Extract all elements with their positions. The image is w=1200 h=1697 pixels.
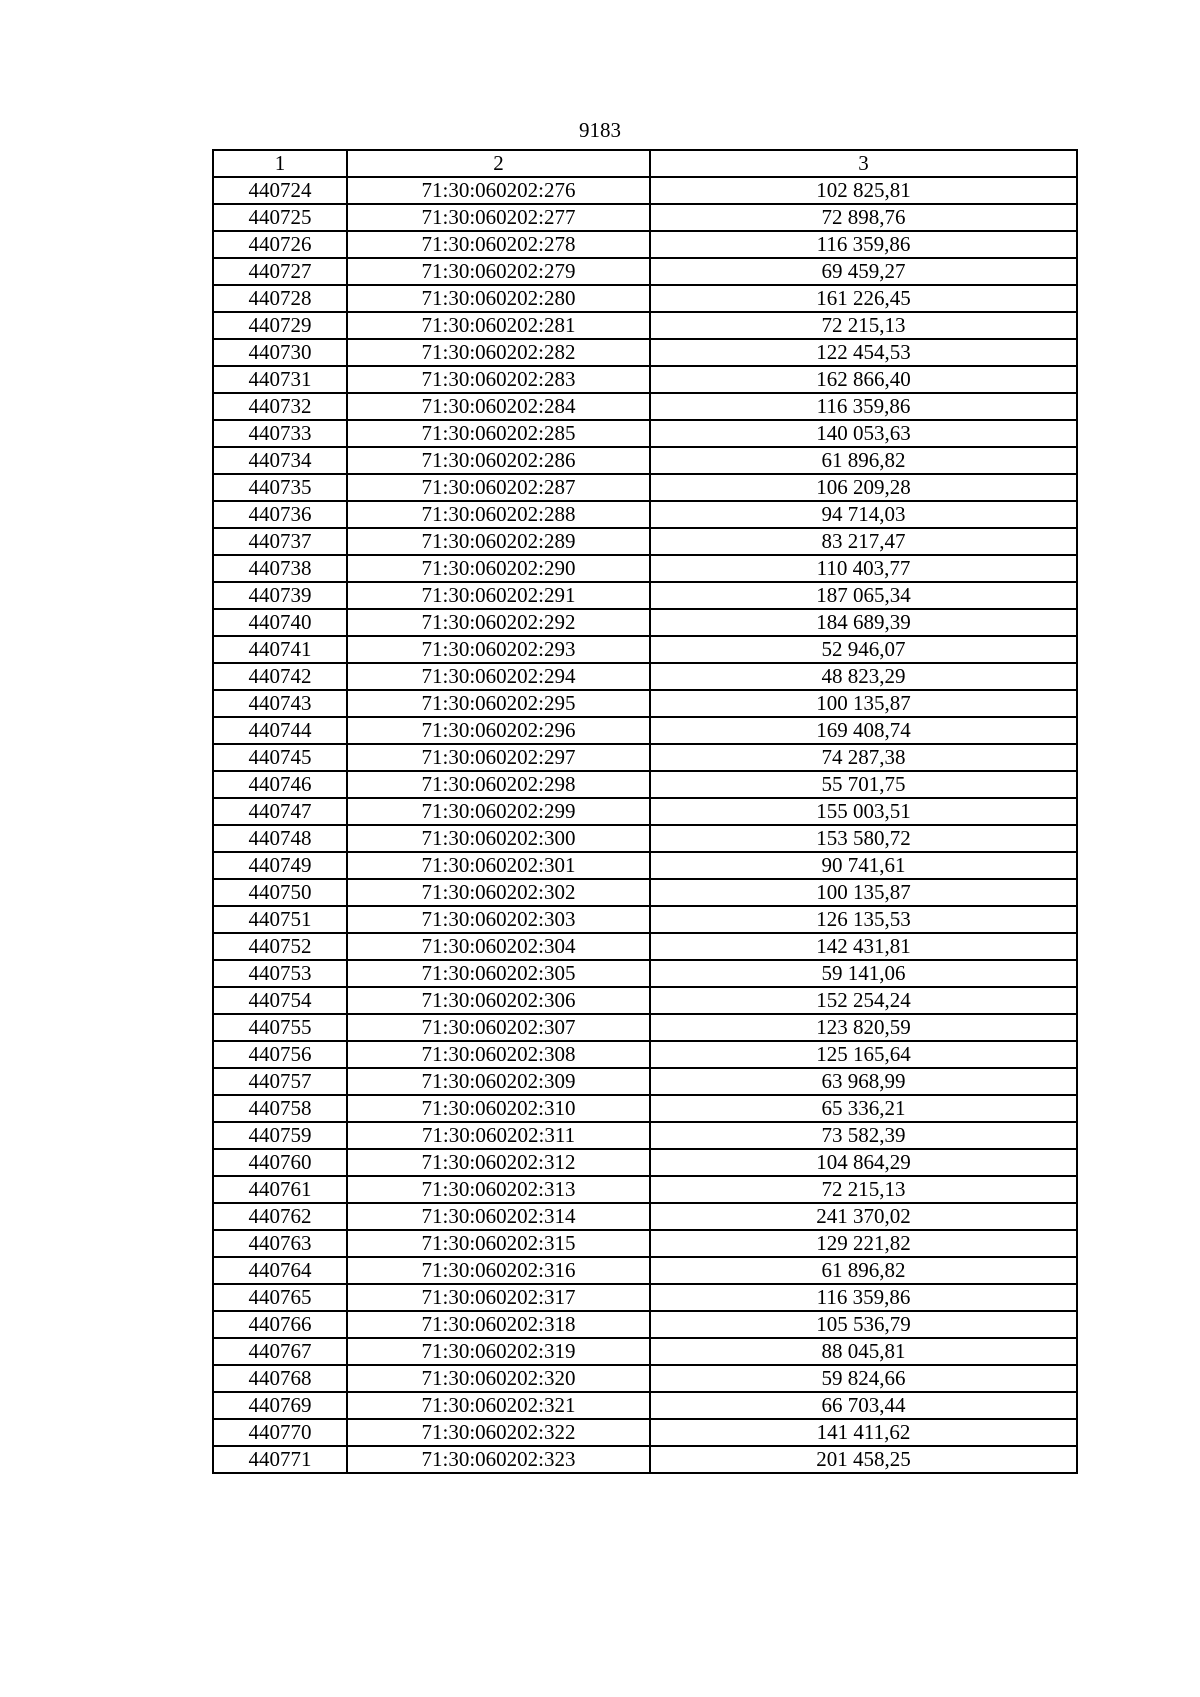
cadastral-number-cell: 71:30:060202:301: [347, 852, 650, 879]
row-number-cell: 440743: [213, 690, 347, 717]
cadastral-number-cell: 71:30:060202:317: [347, 1284, 650, 1311]
cadastral-number-cell: 71:30:060202:315: [347, 1230, 650, 1257]
page-number: 9183: [579, 118, 621, 142]
value-cell: 100 135,87: [650, 690, 1077, 717]
row-number-cell: 440730: [213, 339, 347, 366]
cadastral-number-cell: 71:30:060202:291: [347, 582, 650, 609]
value-cell: 55 701,75: [650, 771, 1077, 798]
table-row: [213, 1257, 1077, 1284]
value-cell: 169 408,74: [650, 717, 1077, 744]
cadastral-number-cell: 71:30:060202:299: [347, 798, 650, 825]
cadastral-number-cell: 71:30:060202:279: [347, 258, 650, 285]
table-row: [213, 474, 1077, 501]
row-number-cell: 440762: [213, 1203, 347, 1230]
value-cell: 126 135,53: [650, 906, 1077, 933]
row-number-cell: 440748: [213, 825, 347, 852]
table-row: [213, 555, 1077, 582]
table-row: [213, 1203, 1077, 1230]
cadastral-number-cell: 71:30:060202:306: [347, 987, 650, 1014]
table-row: [213, 1230, 1077, 1257]
row-number-cell: 440726: [213, 231, 347, 258]
value-cell: 116 359,86: [650, 393, 1077, 420]
row-number-cell: 440737: [213, 528, 347, 555]
row-number-cell: 440754: [213, 987, 347, 1014]
row-number-cell: 440732: [213, 393, 347, 420]
row-number-cell: 440738: [213, 555, 347, 582]
table-row: [213, 366, 1077, 393]
cadastral-number-cell: 71:30:060202:311: [347, 1122, 650, 1149]
cadastral-number-cell: 71:30:060202:308: [347, 1041, 650, 1068]
value-cell: 155 003,51: [650, 798, 1077, 825]
cadastral-number-cell: 71:30:060202:303: [347, 906, 650, 933]
cadastral-number-cell: 71:30:060202:313: [347, 1176, 650, 1203]
table-row: [213, 1176, 1077, 1203]
row-number-cell: 440764: [213, 1257, 347, 1284]
cadastral-number-cell: 71:30:060202:316: [347, 1257, 650, 1284]
value-cell: 61 896,82: [650, 447, 1077, 474]
value-cell: 94 714,03: [650, 501, 1077, 528]
table-row: [213, 1392, 1077, 1419]
table-row: [213, 1284, 1077, 1311]
table-row: [213, 1338, 1077, 1365]
table-row: [213, 393, 1077, 420]
cadastral-number-cell: 71:30:060202:281: [347, 312, 650, 339]
row-number-cell: 440761: [213, 1176, 347, 1203]
table-row: [213, 744, 1077, 771]
table-row: [213, 1068, 1077, 1095]
row-number-cell: 440751: [213, 906, 347, 933]
row-number-cell: 440745: [213, 744, 347, 771]
column-header-3: 3: [650, 150, 1077, 177]
table-row: [213, 447, 1077, 474]
value-cell: 161 226,45: [650, 285, 1077, 312]
table-row: [213, 177, 1077, 204]
value-cell: 61 896,82: [650, 1257, 1077, 1284]
row-number-cell: 440755: [213, 1014, 347, 1041]
cadastral-number-cell: 71:30:060202:297: [347, 744, 650, 771]
row-number-cell: 440753: [213, 960, 347, 987]
table-row: [213, 1041, 1077, 1068]
table-row: [213, 636, 1077, 663]
row-number-cell: 440742: [213, 663, 347, 690]
table-row: [213, 933, 1077, 960]
row-number-cell: 440727: [213, 258, 347, 285]
table-row: [213, 852, 1077, 879]
table-row: [213, 1095, 1077, 1122]
cadastral-number-cell: 71:30:060202:320: [347, 1365, 650, 1392]
row-number-cell: 440740: [213, 609, 347, 636]
column-header-1: 1: [213, 150, 347, 177]
table-body: [213, 150, 1077, 1473]
value-cell: 123 820,59: [650, 1014, 1077, 1041]
cadastral-number-cell: 71:30:060202:285: [347, 420, 650, 447]
cadastral-number-cell: 71:30:060202:322: [347, 1419, 650, 1446]
value-cell: 74 287,38: [650, 744, 1077, 771]
value-cell: 69 459,27: [650, 258, 1077, 285]
row-number-cell: 440724: [213, 177, 347, 204]
value-cell: 66 703,44: [650, 1392, 1077, 1419]
value-cell: 129 221,82: [650, 1230, 1077, 1257]
value-cell: 187 065,34: [650, 582, 1077, 609]
row-number-cell: 440749: [213, 852, 347, 879]
row-number-cell: 440746: [213, 771, 347, 798]
table-row: [213, 609, 1077, 636]
value-cell: 116 359,86: [650, 1284, 1077, 1311]
row-number-cell: 440733: [213, 420, 347, 447]
row-number-cell: 440728: [213, 285, 347, 312]
cadastral-number-cell: 71:30:060202:280: [347, 285, 650, 312]
row-number-cell: 440768: [213, 1365, 347, 1392]
table-row: [213, 339, 1077, 366]
value-cell: 116 359,86: [650, 231, 1077, 258]
row-number-cell: 440734: [213, 447, 347, 474]
table-row: [213, 906, 1077, 933]
row-number-cell: 440736: [213, 501, 347, 528]
value-cell: 59 824,66: [650, 1365, 1077, 1392]
table-row: [213, 204, 1077, 231]
row-number-cell: 440752: [213, 933, 347, 960]
row-number-cell: 440769: [213, 1392, 347, 1419]
table-row: [213, 501, 1077, 528]
cadastral-number-cell: 71:30:060202:294: [347, 663, 650, 690]
table-row: [213, 1122, 1077, 1149]
table-row: [213, 1365, 1077, 1392]
cadastral-number-cell: 71:30:060202:293: [347, 636, 650, 663]
row-number-cell: 440731: [213, 366, 347, 393]
cadastral-number-cell: 71:30:060202:288: [347, 501, 650, 528]
cadastral-number-cell: 71:30:060202:283: [347, 366, 650, 393]
table-row: [213, 663, 1077, 690]
cadastral-number-cell: 71:30:060202:302: [347, 879, 650, 906]
table-row: [213, 987, 1077, 1014]
row-number-cell: 440760: [213, 1149, 347, 1176]
row-number-cell: 440757: [213, 1068, 347, 1095]
row-number-cell: 440741: [213, 636, 347, 663]
cadastral-number-cell: 71:30:060202:277: [347, 204, 650, 231]
table-row: [213, 798, 1077, 825]
row-number-cell: 440744: [213, 717, 347, 744]
table-row: [213, 285, 1077, 312]
value-cell: 153 580,72: [650, 825, 1077, 852]
cadastral-number-cell: 71:30:060202:319: [347, 1338, 650, 1365]
row-number-cell: 440765: [213, 1284, 347, 1311]
data-table: [212, 149, 1078, 1474]
row-number-cell: 440739: [213, 582, 347, 609]
table-row: [213, 825, 1077, 852]
table-row: [213, 771, 1077, 798]
value-cell: 73 582,39: [650, 1122, 1077, 1149]
row-number-cell: 440767: [213, 1338, 347, 1365]
row-number-cell: 440770: [213, 1419, 347, 1446]
table-row: [213, 420, 1077, 447]
column-header-2: 2: [347, 150, 650, 177]
value-cell: 152 254,24: [650, 987, 1077, 1014]
cadastral-number-cell: 71:30:060202:296: [347, 717, 650, 744]
cadastral-number-cell: 71:30:060202:284: [347, 393, 650, 420]
table-row: [213, 258, 1077, 285]
table-row: [213, 879, 1077, 906]
cadastral-number-cell: 71:30:060202:290: [347, 555, 650, 582]
value-cell: 83 217,47: [650, 528, 1077, 555]
value-cell: 110 403,77: [650, 555, 1077, 582]
row-number-cell: 440766: [213, 1311, 347, 1338]
cadastral-number-cell: 71:30:060202:295: [347, 690, 650, 717]
table-row: [213, 231, 1077, 258]
value-cell: 48 823,29: [650, 663, 1077, 690]
row-number-cell: 440747: [213, 798, 347, 825]
cadastral-number-cell: 71:30:060202:286: [347, 447, 650, 474]
cadastral-number-cell: 71:30:060202:300: [347, 825, 650, 852]
value-cell: 184 689,39: [650, 609, 1077, 636]
table-row: [213, 1311, 1077, 1338]
cadastral-number-cell: 71:30:060202:282: [347, 339, 650, 366]
value-cell: 125 165,64: [650, 1041, 1077, 1068]
value-cell: 72 215,13: [650, 1176, 1077, 1203]
value-cell: 162 866,40: [650, 366, 1077, 393]
value-cell: 72 898,76: [650, 204, 1077, 231]
table-header-row: [213, 150, 1077, 177]
value-cell: 106 209,28: [650, 474, 1077, 501]
table-row: [213, 312, 1077, 339]
table-row: [213, 717, 1077, 744]
table-row: [213, 690, 1077, 717]
cadastral-number-cell: 71:30:060202:292: [347, 609, 650, 636]
table-row: [213, 960, 1077, 987]
row-number-cell: 440756: [213, 1041, 347, 1068]
row-number-cell: 440729: [213, 312, 347, 339]
cadastral-number-cell: 71:30:060202:276: [347, 177, 650, 204]
value-cell: 122 454,53: [650, 339, 1077, 366]
cadastral-number-cell: 71:30:060202:314: [347, 1203, 650, 1230]
value-cell: 59 141,06: [650, 960, 1077, 987]
value-cell: 241 370,02: [650, 1203, 1077, 1230]
value-cell: 102 825,81: [650, 177, 1077, 204]
row-number-cell: 440750: [213, 879, 347, 906]
cadastral-number-cell: 71:30:060202:321: [347, 1392, 650, 1419]
cadastral-number-cell: 71:30:060202:305: [347, 960, 650, 987]
cadastral-number-cell: 71:30:060202:312: [347, 1149, 650, 1176]
row-number-cell: 440771: [213, 1446, 347, 1473]
row-number-cell: 440725: [213, 204, 347, 231]
value-cell: 88 045,81: [650, 1338, 1077, 1365]
table-row: [213, 1446, 1077, 1473]
table-row: [213, 1149, 1077, 1176]
value-cell: 72 215,13: [650, 312, 1077, 339]
cadastral-number-cell: 71:30:060202:310: [347, 1095, 650, 1122]
value-cell: 201 458,25: [650, 1446, 1077, 1473]
value-cell: 105 536,79: [650, 1311, 1077, 1338]
cadastral-number-cell: 71:30:060202:289: [347, 528, 650, 555]
cadastral-number-cell: 71:30:060202:298: [347, 771, 650, 798]
value-cell: 141 411,62: [650, 1419, 1077, 1446]
table-row: [213, 1419, 1077, 1446]
cadastral-number-cell: 71:30:060202:287: [347, 474, 650, 501]
cadastral-number-cell: 71:30:060202:309: [347, 1068, 650, 1095]
value-cell: 63 968,99: [650, 1068, 1077, 1095]
cadastral-number-cell: 71:30:060202:304: [347, 933, 650, 960]
cadastral-number-cell: 71:30:060202:323: [347, 1446, 650, 1473]
row-number-cell: 440759: [213, 1122, 347, 1149]
table-row: [213, 1014, 1077, 1041]
value-cell: 142 431,81: [650, 933, 1077, 960]
table-row: [213, 528, 1077, 555]
value-cell: 140 053,63: [650, 420, 1077, 447]
value-cell: 65 336,21: [650, 1095, 1077, 1122]
value-cell: 52 946,07: [650, 636, 1077, 663]
cadastral-number-cell: 71:30:060202:278: [347, 231, 650, 258]
cadastral-number-cell: 71:30:060202:318: [347, 1311, 650, 1338]
row-number-cell: 440758: [213, 1095, 347, 1122]
value-cell: 104 864,29: [650, 1149, 1077, 1176]
value-cell: 100 135,87: [650, 879, 1077, 906]
cadastral-number-cell: 71:30:060202:307: [347, 1014, 650, 1041]
value-cell: 90 741,61: [650, 852, 1077, 879]
table-row: [213, 582, 1077, 609]
row-number-cell: 440763: [213, 1230, 347, 1257]
row-number-cell: 440735: [213, 474, 347, 501]
